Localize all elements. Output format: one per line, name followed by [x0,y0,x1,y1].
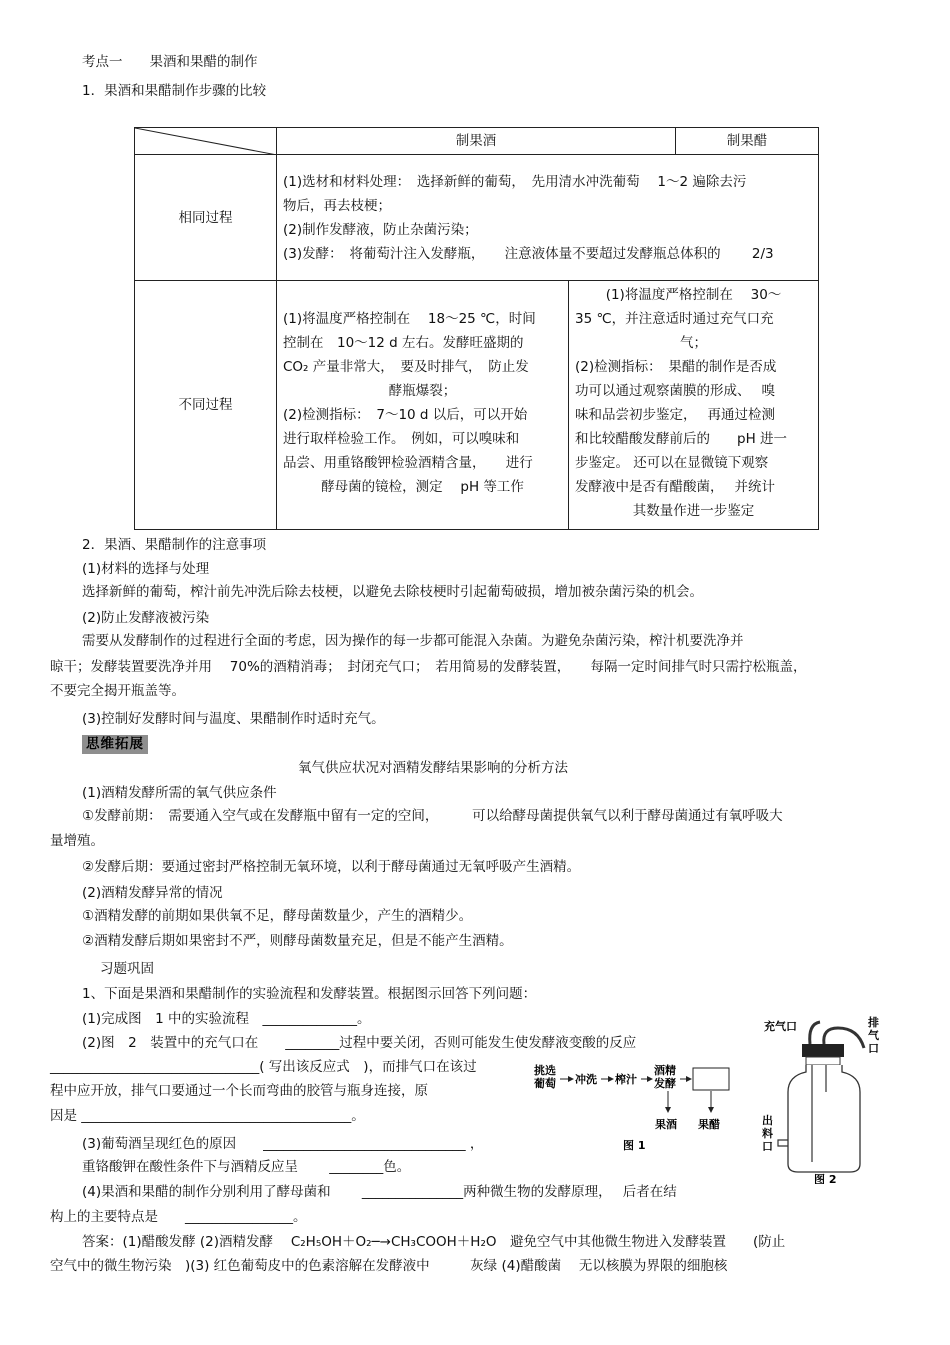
wine-diff-cell [277,281,569,530]
label-air-inlet: 充气口 [764,1020,797,1033]
row-label-diff: 不同过程 [135,281,277,530]
flow-step-wash: 冲洗 [575,1073,597,1086]
question-part-4-line-1: (4)果酒和果醋的制作分别利用了酵母菌和 _______________两种微生物的发酵原理， 后者在结 [82,1184,677,1200]
figure-2-caption: 图 2 [814,1173,837,1184]
answer-line-1: 答案：(1)醋酸发酵 (2)酒精发酵 C₂H₅OH＋O₂─→CH₃COOH＋H₂O 避免空气中其他微生物进入发酵装置 (防止 [82,1234,786,1250]
flow-step-juice: 榨汁 [615,1073,637,1086]
flow-step-alcohol: 酒精 [654,1064,676,1077]
ext-point-1-title: (1)酒精发酵所需的氧气供应条件 [82,785,277,801]
header-vinegar: 制果醋 [676,128,819,155]
vinegar-diff-cell [569,281,819,530]
same-line: 物后，再去枝梗； [283,197,391,214]
label-exhaust-3: 口 [868,1042,879,1055]
flow-output-vinegar: 果醋 [698,1118,720,1131]
question-part-3-line-1: (3)葡萄酒呈现红色的原因 ______________________________ ， [82,1136,484,1152]
figure-1-caption: 图 1 [623,1139,646,1152]
flow-output-wine: 果酒 [655,1118,677,1131]
question-part-2-line-4: 因是 ________________________________________。 [50,1108,365,1124]
point-1-text: 选择新鲜的葡萄，榨汁前先冲洗后除去枝梗，以避免去除枝梗时引起葡萄破损，增加被杂菌污染的机会。 [82,584,703,600]
question-part-1: (1)完成图 1 中的实验流程 ______________。 [82,1011,371,1027]
question-part-3-line-2: 重铬酸钾在酸性条件下与酒精反应呈 ________色。 [82,1159,411,1175]
label-exhaust-1: 排 [868,1016,879,1029]
vinegar-line: 气； [680,335,707,351]
ext-point-2-a: ①酒精发酵的前期如果供氧不足，酵母菌数量少，产生的酒精少。 [82,908,473,924]
vinegar-line: 发酵液中是否有醋酸菌， 并统计 [575,479,776,495]
wine-line: 酵瓶爆裂； [388,383,457,399]
wine-line: 控制在 10～12 d 左右。发酵旺盛期的 [283,335,524,351]
vinegar-line: 和比较醋酸发酵前后的 pH 进一 [575,431,788,447]
wine-line: 进行取样检验工作。 例如，可以嗅味和 [283,431,520,447]
wine-line: CO₂ 产量非常大， 要及时排气， 防止发 [283,359,529,375]
question-part-2-line-3: 程中应开放，排气口要通过一个长而弯曲的胶管与瓶身连接，原 [50,1083,428,1099]
label-drain-2: 料 [762,1127,773,1140]
figure-2-fermentation-bottle [758,1014,890,1184]
ext-point-2-b: ②酒精发酵后期如果密封不严，则酵母菌数量充足，但是不能产生酒精。 [82,933,513,949]
diagonal-line [135,128,277,155]
point-3-text: (3)控制好发酵时间与温度、果醋制作时适时充气。 [82,711,385,727]
header-wine: 制果酒 [277,128,676,155]
answer-line-2: 空气中的微生物污染 )(3) 红色葡萄皮中的色素溶解在发酵液中 灰绿 (4)醋酸菌 无以核膜为界限的细胞核 [50,1258,728,1274]
ext-point-2-title: (2)酒精发酵异常的情况 [82,885,223,901]
question-part-2-line-2: _______________________________( 写出该反应式 )，而排气口在该过 [50,1059,477,1075]
same-line: (1)选材和材料处理： 选择新鲜的葡萄， 先用清水冲洗葡萄 1～2 遍除去污 [283,173,747,190]
wine-line: (1)将温度严格控制在 18～25 ℃，时间 [283,311,536,327]
point-2-line-3: 不要完全揭开瓶盖等。 [50,683,185,699]
wine-line: (2)检测指标： 7～10 d 以后，可以开始 [283,407,528,423]
vinegar-line: 味和品尝初步鉴定， 再通过检测 [575,407,776,423]
ext-point-1-b: ②发酵后期：要通过密封严格控制无氧环境，以利于酵母菌通过无氧呼吸产生酒精。 [82,859,581,875]
flow-step-ferment: 发酵 [654,1077,676,1090]
bottle-body [788,1065,860,1172]
same-line: (2)制作发酵液，防止杂菌污染； [283,221,478,238]
bottle-neck [806,1057,840,1065]
drain-spout [778,1140,788,1146]
row-label-same: 相同过程 [135,155,277,281]
vinegar-line: 功可以通过观察菌膜的形成、 嗅 [575,383,776,399]
vinegar-line: 35 ℃，并注意适时通过充气口充 [575,311,774,327]
point-2-title: (2)防止发酵液被污染 [82,610,210,626]
wine-line: 品尝、用重铬酸钾检验酒精含量， 进行 [283,455,533,471]
point-1-title: (1)材料的选择与处理 [82,561,210,577]
wine-line: 酵母菌的镜检，测定 pH 等工作 [321,479,524,495]
vinegar-line: (1)将温度严格控制在 30～ [605,287,782,303]
extension-title: 氧气供应状况对酒精发酵结果影响的分析方法 [298,760,568,776]
flow-blank-box [693,1068,729,1090]
subsection-1-title: 1．果酒和果醋制作步骤的比较 [82,83,267,99]
figure-1-flowchart [528,1060,752,1156]
same-line: (3)发酵： 将葡萄汁注入发酵瓶， 注意液体量不要超过发酵瓶总体积的 2/3 [283,245,774,262]
flow-step-select: 挑选 [534,1064,556,1077]
vinegar-line: 步鉴定。 还可以在显微镜下观察 [575,455,769,471]
label-drain-1: 出 [762,1114,773,1127]
inlet-tube [810,1022,820,1044]
table-corner-cell [135,128,277,155]
ext-point-1-a-line-1: ①发酵前期： 需要通入空气或在发酵瓶中留有一定的空间， 可以给酵母菌提供氧气以利于酵母菌通过有氧呼吸大 [82,808,783,824]
ext-point-1-a-line-2: 量增殖。 [50,833,104,849]
subsection-2-title: 2．果酒、果醋制作的注意事项 [82,537,267,553]
point-2-line-1: 需要从发酵制作的过程进行全面的考虑，因为操作的每一步都可能混入杂菌。为避免杂菌污染，榨汁机要洗净并 [82,633,744,649]
bottle-cap [802,1044,844,1057]
flow-step-grapes: 葡萄 [534,1077,556,1090]
vinegar-line: (2)检测指标： 果醋的制作是否成 [575,359,777,375]
point-2-line-2: 晾干；发酵装置要洗净并用 70%的酒精消毒； 封闭充气口； 若用简易的发酵装置， 每隔一定时间排气时只需拧松瓶盖， [50,659,807,675]
label-exhaust-2: 气 [868,1029,879,1042]
label-drain-3: 口 [762,1140,773,1153]
question-part-4-line-2: 构上的主要特点是 ________________。 [50,1209,307,1225]
extension-tag: 思维拓展 [82,735,148,754]
question-stem: 1、下面是果酒和果醋制作的实验流程和发酵装置。根据图示回答下列问题： [82,986,537,1002]
exercise-title: 习题巩固 [100,961,154,977]
vinegar-line: 其数量作进一步鉴定 [632,503,755,519]
comparison-table [134,127,819,530]
same-process-cell [277,155,819,281]
section-heading: 考点一 果酒和果醋的制作 [82,54,258,70]
question-part-2-line-1: (2)图 2 装置中的充气口在 ________过程中要关闭，否则可能发生使发酵液变酸的反应 [82,1035,637,1051]
